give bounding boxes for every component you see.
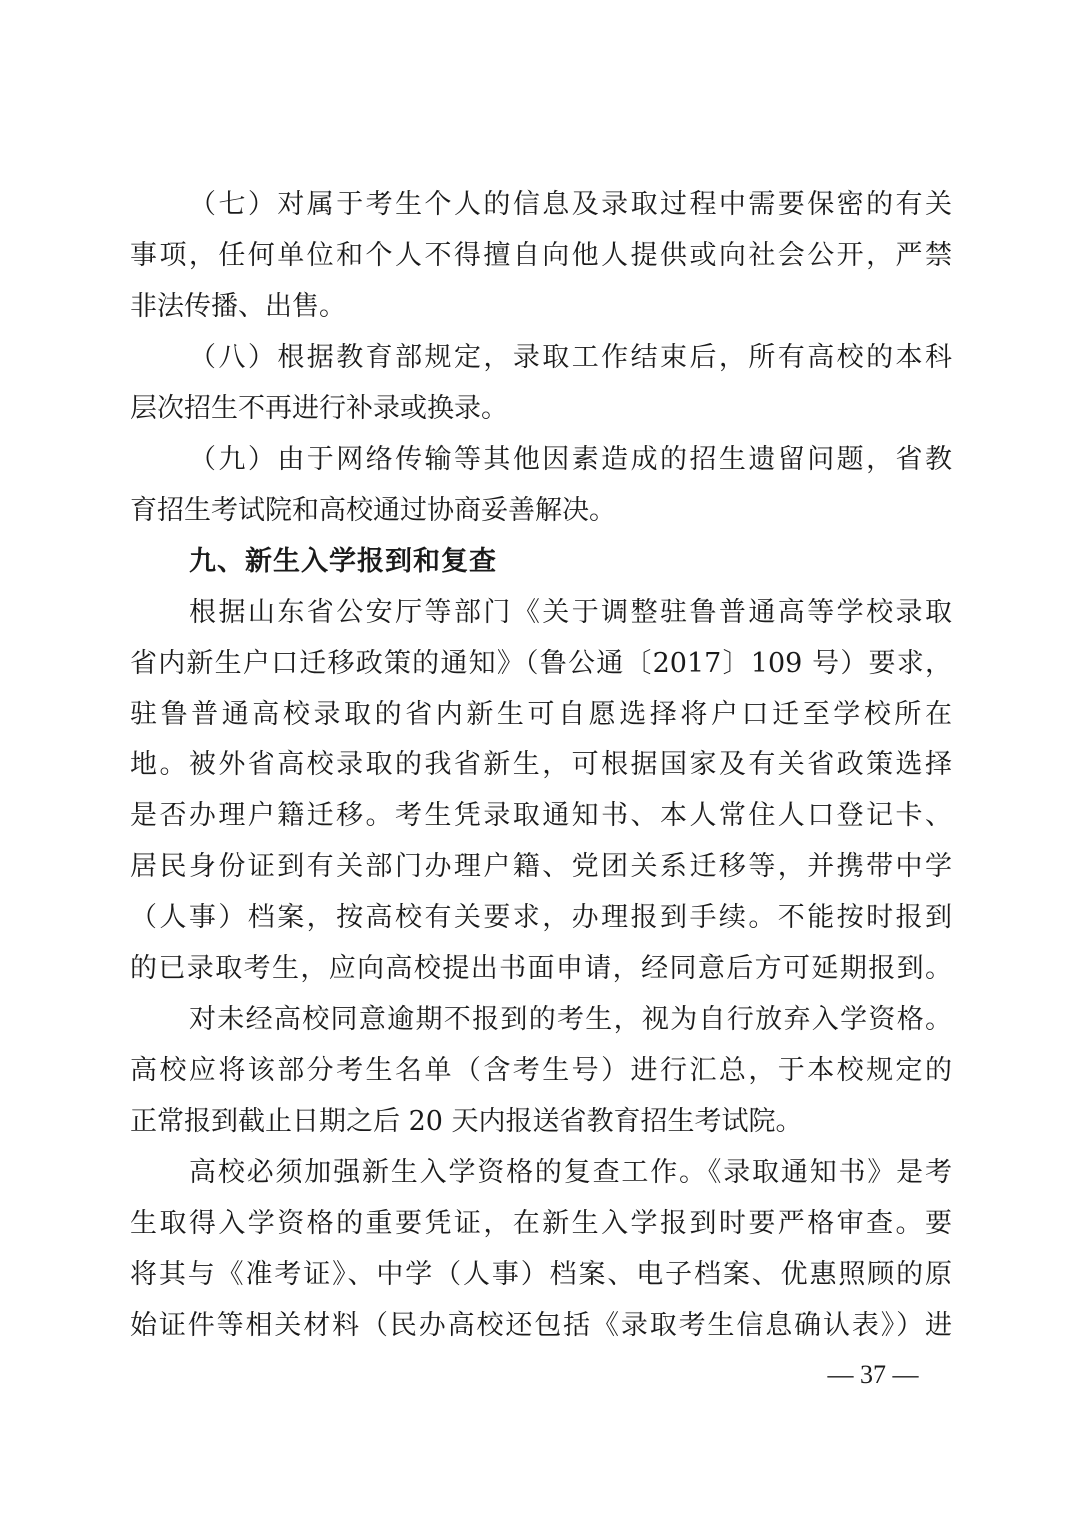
text-line: 根据山东省公安厅等部门《关于调整驻鲁普通高等学校录取 [189,597,952,628]
page-number: — 37 — [827,1360,919,1389]
text-line: 居民身份证到有关部门办理户籍、党团关系迁移等，并携带中学 [130,851,952,882]
text-line: 对未经高校同意逾期不报到的考生，视为自行放弃入学资格。 [189,1004,952,1035]
text-line: （九）由于网络传输等其他因素造成的招生遗留问题，省教 [189,444,952,475]
text-line: 将其与《准考证》、中学（人事）档案、电子档案、优惠照顾的原 [130,1259,952,1290]
text-line: 生取得入学资格的重要凭证，在新生入学报到时要严格审查。要 [130,1208,952,1239]
text-line: 地。被外省高校录取的我省新生，可根据国家及有关省政策选择 [130,749,952,780]
text-line: 正常报到截止日期之后 20 天内报送省教育招生考试院。 [130,1106,803,1137]
text-line: （七）对属于考生个人的信息及录取过程中需要保密的有关 [189,189,952,220]
text-line: 事项，任何单位和个人不得擅自向他人提供或向社会公开，严禁 [130,240,952,271]
text-line: 是否办理户籍迁移。考生凭录取通知书、本人常住人口登记卡、 [130,800,952,831]
text-line: 省内新生户口迁移政策的通知》（鲁公通〔2017〕109 号）要求， [130,648,952,679]
text-line: （人事）档案，按高校有关要求，办理报到手续。不能按时报到 [130,902,952,933]
text-line: 高校必须加强新生入学资格的复查工作。《录取通知书》是考 [189,1157,952,1188]
text-line: 的已录取考生，应向高校提出书面申请，经同意后方可延期报到。 [130,953,952,984]
text-line: 始证件等相关材料（民办高校还包括《录取考生信息确认表》）进 [130,1310,952,1341]
text-line: 驻鲁普通高校录取的省内新生可自愿选择将户口迁至学校所在 [130,699,952,730]
text-line: 非法传播、出售。 [130,291,346,322]
text-line: 层次招生不再进行补录或换录。 [130,393,508,424]
text-line: 育招生考试院和高校通过协商妥善解决。 [130,495,616,526]
text-line: 高校应将该部分考生名单（含考生号）进行汇总，于本校规定的 [130,1055,952,1086]
section-heading: 九、新生入学报到和复查 [189,546,497,577]
text-line: （八）根据教育部规定，录取工作结束后，所有高校的本科 [189,342,952,373]
